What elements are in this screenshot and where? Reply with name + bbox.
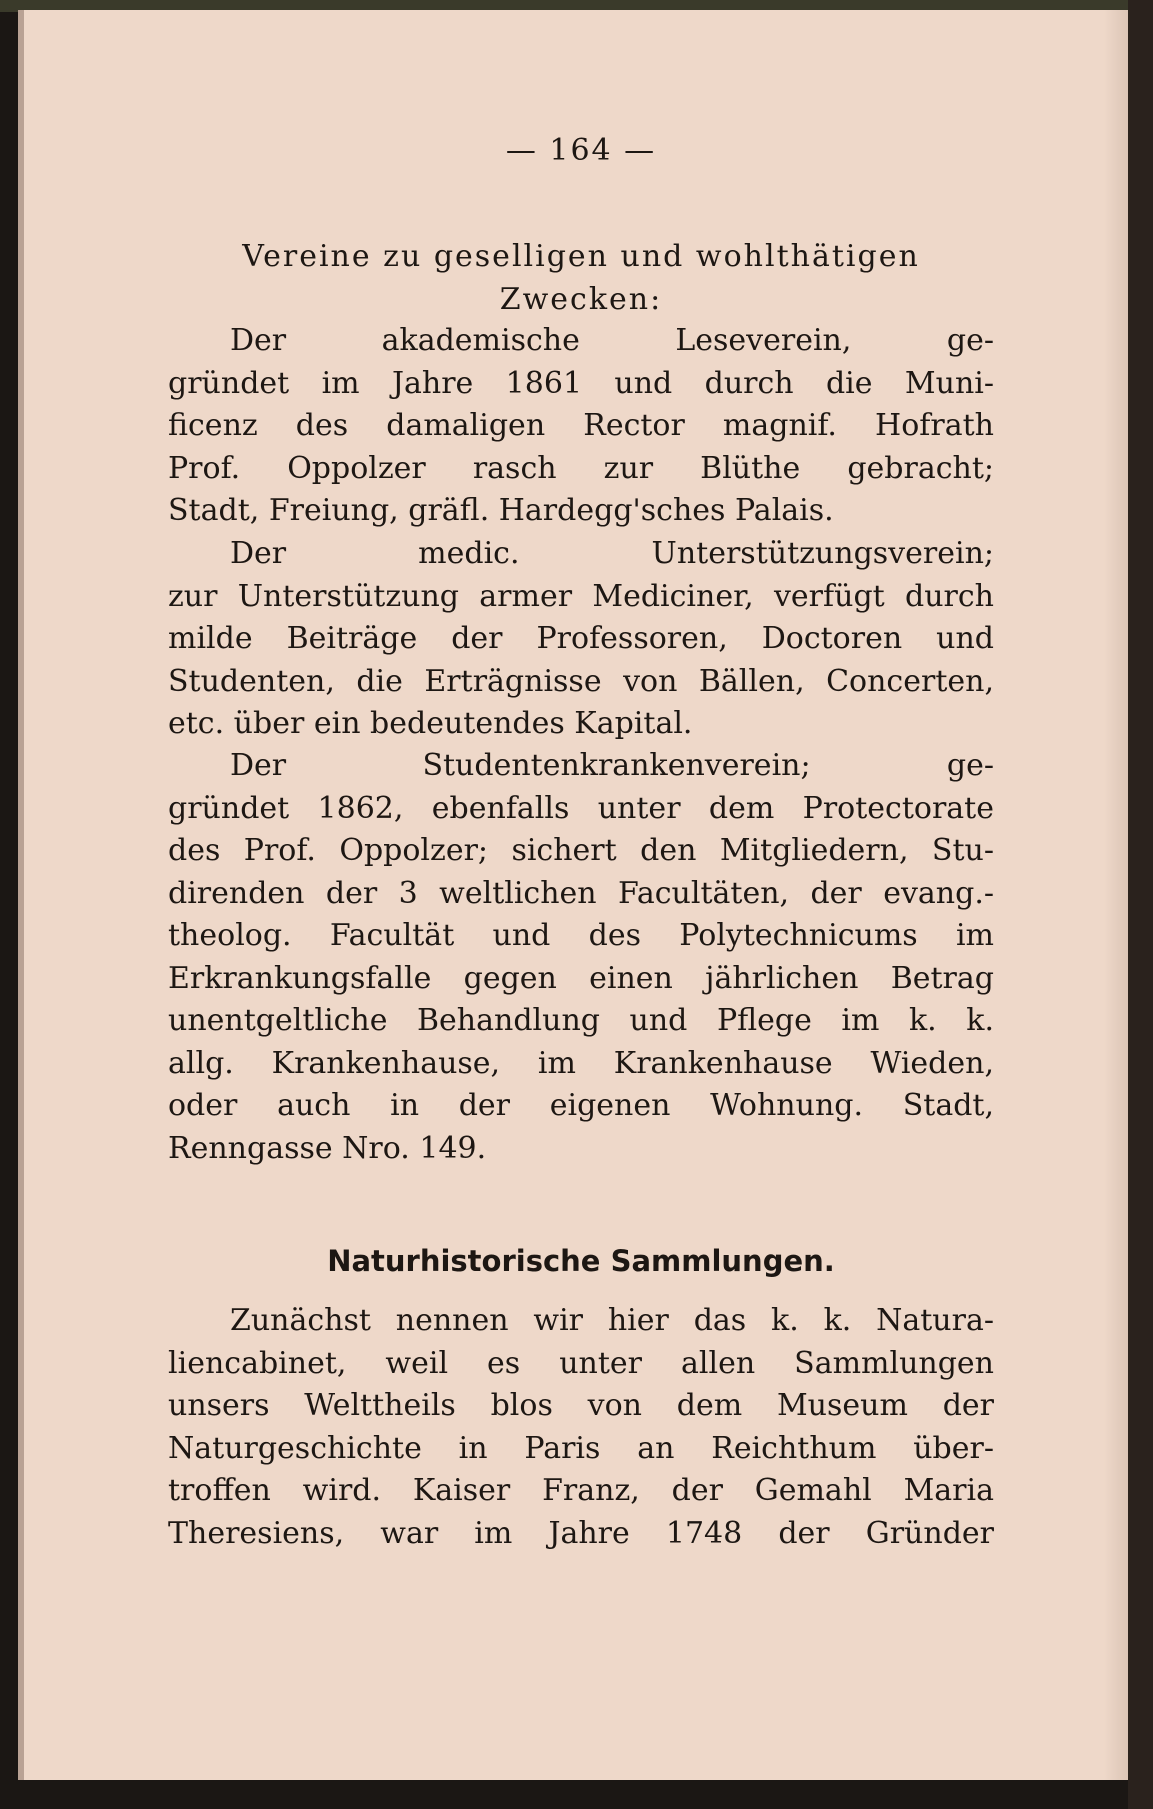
text-line: oder auch in der eigenen Wohnung. Stadt, — [168, 1088, 994, 1123]
text-line: allg. Krankenhause, im Krankenhause Wieden, — [168, 1045, 994, 1081]
text-line: Renngasse Nro. 149. — [168, 1130, 487, 1166]
text-line: gründet 1862, ebenfalls unter dem Protectorate — [168, 790, 994, 826]
paragraph-studentenkrankenverein — [168, 745, 994, 1170]
book-right-edge — [1128, 0, 1153, 1809]
paragraph-unterstuetzungsverein — [168, 533, 994, 746]
text-line: liencabinet, weil es unter allen Sammlungen — [168, 1345, 994, 1381]
text-line: direnden der 3 weltlichen Facultäten, der evang.- — [168, 875, 994, 911]
page-number: — 164 — — [505, 133, 657, 168]
text-line: Der Studentenkrankenverein; ge- — [230, 748, 994, 783]
text-line: Stadt, Freiung, gräfl. Hardegg'sches Palais. — [168, 493, 834, 528]
text-line: gründet im Jahre 1861 und durch die Muni- — [168, 365, 994, 401]
text-line: Der medic. Unterstützungsverein; — [230, 536, 994, 571]
text-line: Theresiens, war im Jahre 1748 der Gründer — [168, 1515, 994, 1551]
text-line: Zunächst nennen wir hier das k. k. Natura- — [230, 1303, 994, 1338]
heading-line: Zwecken: — [499, 281, 663, 317]
section-heading-naturhistorische-sammlungen: Naturhistorische Sammlungen. — [327, 1244, 835, 1278]
text-line: troffen wird. Kaiser Franz, der Gemahl Maria — [168, 1473, 994, 1508]
paragraph-leseverein — [168, 320, 994, 533]
section-heading-vereine — [168, 236, 994, 321]
text-line: Naturgeschichte in Paris an Reichthum über- — [168, 1430, 994, 1466]
text-line: theolog. Facultät und des Polytechnicums im — [168, 918, 994, 953]
text-line: zur Unterstützung armer Mediciner, verfügt durch — [168, 578, 994, 614]
text-line: etc. über ein bedeutendes Kapital. — [168, 706, 693, 741]
text-line: ficenz des damaligen Rector magnif. Hofrath — [168, 408, 994, 443]
text-line: unentgeltliche Behandlung und Pflege im k. k. — [168, 1003, 994, 1038]
text-line: des Prof. Oppolzer; sichert den Mitgliedern, Stu- — [168, 833, 994, 868]
text-line: Prof. Oppolzer rasch zur Blüthe gebracht; — [168, 450, 994, 486]
text-line: unsers Welttheils blos von dem Museum der — [168, 1388, 994, 1423]
text-line: Erkrankungsfalle gegen einen jährlichen Betrag — [168, 960, 994, 996]
text-line: milde Beiträge der Professoren, Doctoren und — [168, 621, 994, 656]
paragraph-naturaliencabinet — [168, 1300, 994, 1555]
text-line: Studenten, die Erträgnisse von Bällen, Concerten, — [168, 663, 994, 699]
heading-line: Vereine zu geselligen und wohlthätigen — [242, 239, 920, 274]
text-line: Der akademische Leseverein, ge- — [230, 323, 994, 358]
